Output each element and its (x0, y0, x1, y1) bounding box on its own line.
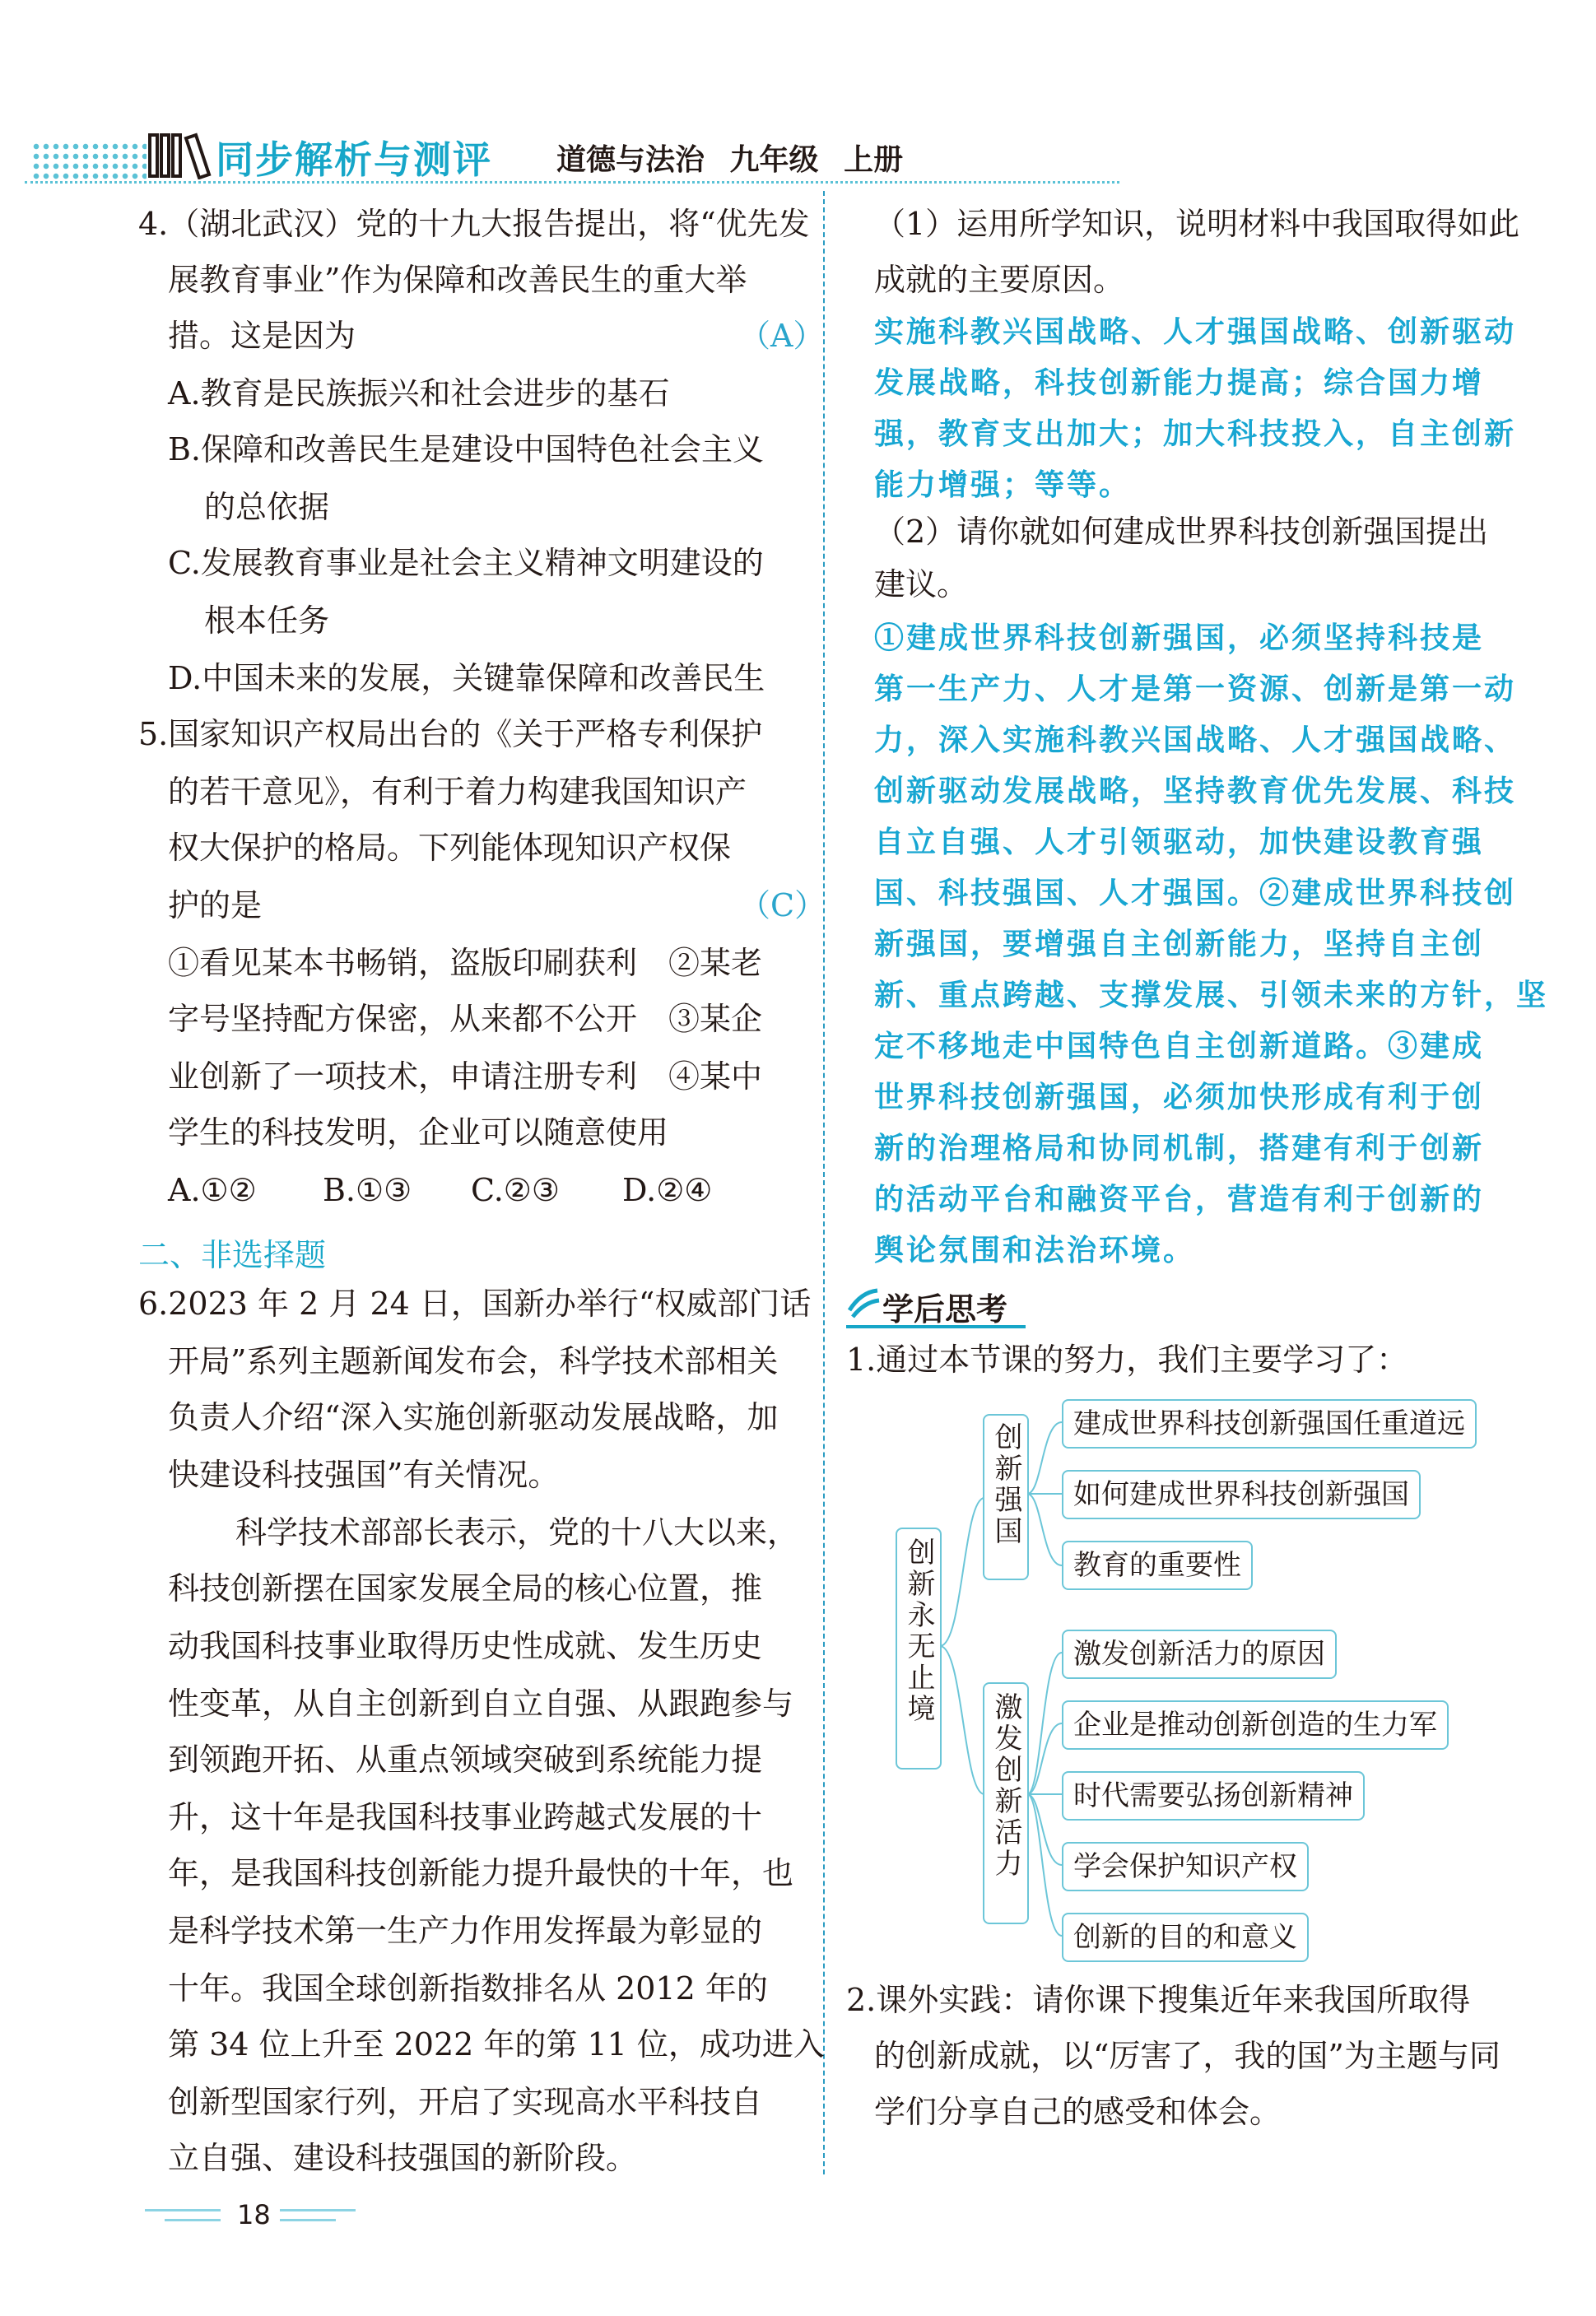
answer2-line: 定不移地走中国特色自主创新道路。③建成 (874, 1029, 1485, 1063)
sub1-line: 成就的主要原因。 (874, 262, 1125, 298)
answer2-line: 舆论氛围和法治环境。 (874, 1233, 1196, 1267)
q6-line: 开局”系列主题新闻发布会，科学技术部相关 (168, 1343, 779, 1379)
think2-line: 的创新成就，以“厉害了，我的国”为主题与同 (874, 2038, 1501, 2074)
q6-paragraph-line: 创新型国家行列，开启了实现高水平科技自 (168, 2084, 763, 2120)
mindmap-item: 学会保护知识产权 (1062, 1842, 1309, 1891)
answer2-line: 第一生产力、人才是第一资源、创新是第一动 (874, 672, 1517, 706)
q5-answer: （C） (739, 887, 826, 923)
think-section-icon (846, 1286, 882, 1325)
q4-answer: （A） (739, 318, 825, 354)
answer2-line: 世界科技创新强国，必须加快形成有利于创 (874, 1080, 1485, 1114)
q4-option: 的总依据 (204, 489, 330, 525)
mindmap-root-label: 创新永无止境 (902, 1537, 935, 1725)
q4-option: 根本任务 (204, 602, 330, 639)
mindmap-branch-1-label: 创新强国 (989, 1422, 1022, 1547)
sub2-line: 建议。 (874, 566, 969, 602)
q4-option: C.发展教育事业是社会主义精神文明建设的 (168, 545, 764, 581)
q5-statement: 学生的科技发明，企业可以随意使用 (168, 1114, 669, 1151)
q6-paragraph-line: 到领跑开拓、从重点领域突破到系统能力提 (168, 1742, 763, 1778)
mindmap-item: 激发创新活力的原因 (1062, 1630, 1337, 1679)
q5-line: 5.国家知识产权局出台的《关于严格专利保护 (138, 716, 763, 752)
q4-option: D.中国未来的发展，关键靠保障和改善民生 (168, 660, 765, 696)
header-divider (25, 181, 1119, 184)
q4-option: B.保障和改善民生是建设中国特色社会主义 (168, 431, 765, 467)
mindmap-item: 企业是推动创新创造的生力军 (1062, 1700, 1449, 1750)
answer2-line: 自立自强、人才引领驱动，加快建设教育强 (874, 825, 1485, 859)
think-title-underline (846, 1325, 1026, 1328)
q6-paragraph-line: 动我国科技事业取得历史性成就、发生历史 (168, 1628, 763, 1664)
q6-paragraph-line: 第 34 位上升至 2022 年的第 11 位，成功进入 (168, 2026, 825, 2063)
column-divider (823, 191, 825, 2174)
mindmap-item: 建成世界科技创新强国任重道远 (1062, 1399, 1477, 1449)
answer1-line: 能力增强；等等。 (874, 467, 1132, 502)
mindmap-branch-2-label: 激发创新活力 (989, 1692, 1022, 1880)
mindmap-item: 时代需要弘扬创新精神 (1062, 1771, 1365, 1821)
q5-choice: A.①② (168, 1172, 257, 1208)
answer1-line: 发展战略，科技创新能力提高；综合国力增 (874, 365, 1485, 400)
q6-paragraph-line: 立自强、建设科技强国的新阶段。 (168, 2140, 638, 2176)
q6-paragraph-line: 年，是我国科技创新能力提升最快的十年，也 (168, 1855, 794, 1891)
q4-line: 展教育事业”作为保障和改善民生的重大举 (168, 262, 747, 298)
q6-paragraph-line: 是科学技术第一生产力作用发挥最为彰显的 (168, 1913, 763, 1949)
q5-line: 的若干意见》，有利于着力构建我国知识产 (168, 774, 747, 810)
answer2-line: 的活动平台和融资平台，营造有利于创新的 (874, 1182, 1485, 1216)
sub1-line: （1）运用所学知识，说明材料中我国取得如此 (874, 206, 1520, 242)
q6-paragraph-line: 十年。我国全球创新指数排名从 2012 年的 (168, 1970, 768, 2007)
mindmap-connector-root (938, 1399, 996, 1926)
q6-line: 快建设科技强国”有关情况。 (168, 1457, 560, 1493)
q5-choice: B.①③ (323, 1172, 412, 1208)
header-title: 同步解析与测评 (216, 137, 492, 182)
mindmap-item: 教育的重要性 (1062, 1541, 1253, 1590)
answer1-line: 实施科教兴国战略、人才强国战略、创新驱动 (874, 314, 1517, 349)
book-stack-icon (148, 132, 212, 183)
q5-statement: 字号坚持配方保密，从来都不公开 ③某企 (168, 1001, 763, 1037)
answer2-line: 新的治理格局和协同机制，搭建有利于创新 (874, 1131, 1485, 1165)
footer-rule-left (145, 2209, 221, 2211)
answer2-line: 新强国，要增强自主创新能力，坚持自主创 (874, 927, 1485, 961)
mindmap-connector-branch-1 (1026, 1399, 1067, 1588)
section-heading-nonchoice: 二、非选择题 (138, 1237, 327, 1273)
header-subtitle: 道德与法治 九年级 上册 (556, 143, 904, 177)
q4-line: 措。这是因为 (168, 318, 356, 354)
q5-line: 权大保护的格局。下列能体现知识产权保 (168, 830, 732, 866)
q5-statement: ①看见某本书畅销，盗版印刷获利 ②某老 (168, 945, 763, 981)
mindmap-root (896, 1528, 942, 1770)
q5-statement: 业创新了一项技术，申请注册专利 ④某中 (168, 1058, 763, 1095)
header-dot-pattern (31, 142, 147, 181)
footer-rule-right (280, 2219, 336, 2221)
page-number: 18 (237, 2199, 271, 2230)
footer-rule-left (165, 2219, 221, 2221)
answer1-line: 强，教育支出加大；加大科技投入，自主创新 (874, 416, 1517, 451)
sub2-line: （2）请你就如何建成世界科技创新强国提出 (874, 514, 1489, 550)
q5-line: 护的是 (168, 887, 263, 923)
q5-choice: C.②③ (471, 1172, 560, 1208)
answer2-line: 创新驱动发展战略，坚持教育优先发展、科技 (874, 774, 1517, 808)
answer2-line: 新、重点跨越、支撑发展、引领未来的方针，坚 (874, 978, 1549, 1012)
q6-paragraph-line: 升，这十年是我国科技事业跨越式发展的十 (168, 1799, 763, 1835)
answer2-line: ①建成世界科技创新强国，必须坚持科技是 (874, 621, 1485, 655)
mindmap-connector-branch-2 (1026, 1630, 1067, 1959)
think-item-1: 1.通过本节课的努力，我们主要学习了： (846, 1342, 1408, 1378)
answer2-line: 国、科技强国、人才强国。②建成世界科技创 (874, 876, 1517, 910)
footer-rule-right (280, 2209, 356, 2211)
q6-line: 6.2023 年 2 月 24 日，国新办举行“权威部门话 (138, 1286, 812, 1322)
answer2-line: 力，深入实施科教兴国战略、人才强国战略、 (874, 723, 1517, 757)
mindmap-item: 创新的目的和意义 (1062, 1913, 1309, 1962)
q6-paragraph-line: 科学技术部部长表示，党的十八大以来， (235, 1514, 799, 1551)
think2-line: 学们分享自己的感受和体会。 (874, 2094, 1282, 2130)
q6-line: 负责人介绍“深入实施创新驱动发展战略，加 (168, 1399, 779, 1435)
q4-option: A.教育是民族振兴和社会进步的基石 (168, 375, 670, 412)
mindmap-item: 如何建成世界科技创新强国 (1062, 1470, 1421, 1519)
think2-line: 2.课外实践：请你课下搜集近年来我国所取得 (846, 1982, 1471, 2018)
q6-paragraph-line: 性变革，从自主创新到自立自强、从跟跑参与 (168, 1686, 794, 1722)
q6-paragraph-line: 科技创新摆在国家发展全局的核心位置，推 (168, 1570, 763, 1607)
q5-choice: D.②④ (622, 1172, 713, 1208)
q4-line: 4.（湖北武汉）党的十九大报告提出，将“优先发 (138, 206, 810, 242)
think-section-title: 学后思考 (882, 1291, 1008, 1328)
